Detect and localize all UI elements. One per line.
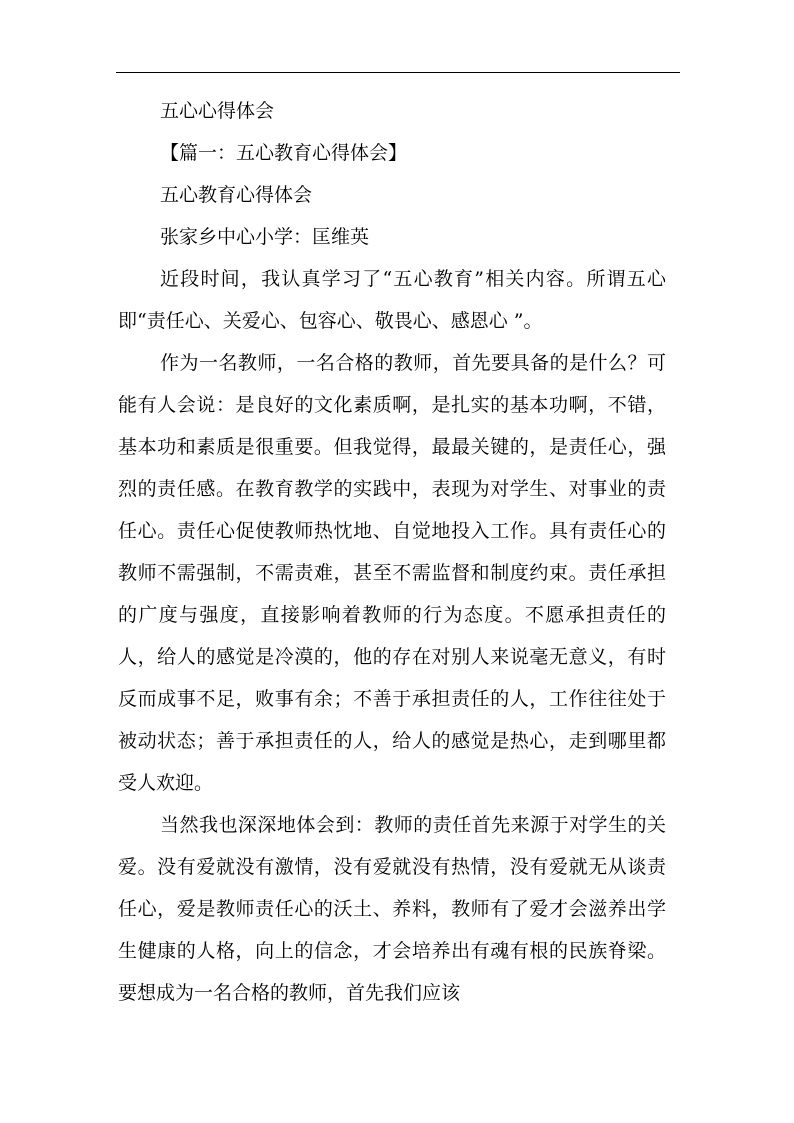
header-rule bbox=[116, 72, 680, 73]
author-line: 张家乡中心小学：匡维英 bbox=[160, 226, 370, 248]
essay-title: 五心教育心得体会 bbox=[160, 184, 313, 206]
section-heading: 【篇一：五心教育心得体会】 bbox=[160, 142, 408, 164]
document-title: 五心心得体会 bbox=[160, 100, 275, 122]
document-body bbox=[118, 90, 666, 1014]
paragraph-care: 当然我也深深地体会到：教师的责任首先来源于对学生的关爱。没有爱就没有激情，没有爱就没有热情，没有爱就无从谈责任心，爱是教师责任心的沃土、养料，教师有了爱才会滋养出学生健康的人格，向上的信念，才会培养出有魂有根的民族脊梁。要想成为一名合格的教师，首先我们应该 bbox=[118, 814, 666, 1004]
paragraph-responsibility: 作为一名教师，一名合格的教师，首先要具备的是什么？可能有人会说：是良好的文化素质啊，是扎实的基本功啊，不错，基本功和素质是很重要。但我觉得，最最关键的，是责任心，强烈的责任感。在教育教学的实践中，表现为对学生、对事业的责任心。责任心促使教师热忱地、自觉地投入工作。具有责任心的教师不需强制，不需责难，甚至不需监督和制度约束。责任承担的广度与强度，直接影响着教师的行为态度。不愿承担责任的人，给人的感觉是冷漠的，他的存在对别人来说毫无意义，有时反而成事不足，败事有余；不善于承担责任的人，工作往往处于被动状态；善于承担责任的人，给人的感觉是热心，走到哪里都受人欢迎。 bbox=[118, 352, 666, 794]
paragraph-intro: 近段时间，我认真学习了“五心教育”相关内容。所谓五心即“责任心、关爱心、包容心、敬畏心、感恩心 ”。 bbox=[118, 268, 666, 332]
